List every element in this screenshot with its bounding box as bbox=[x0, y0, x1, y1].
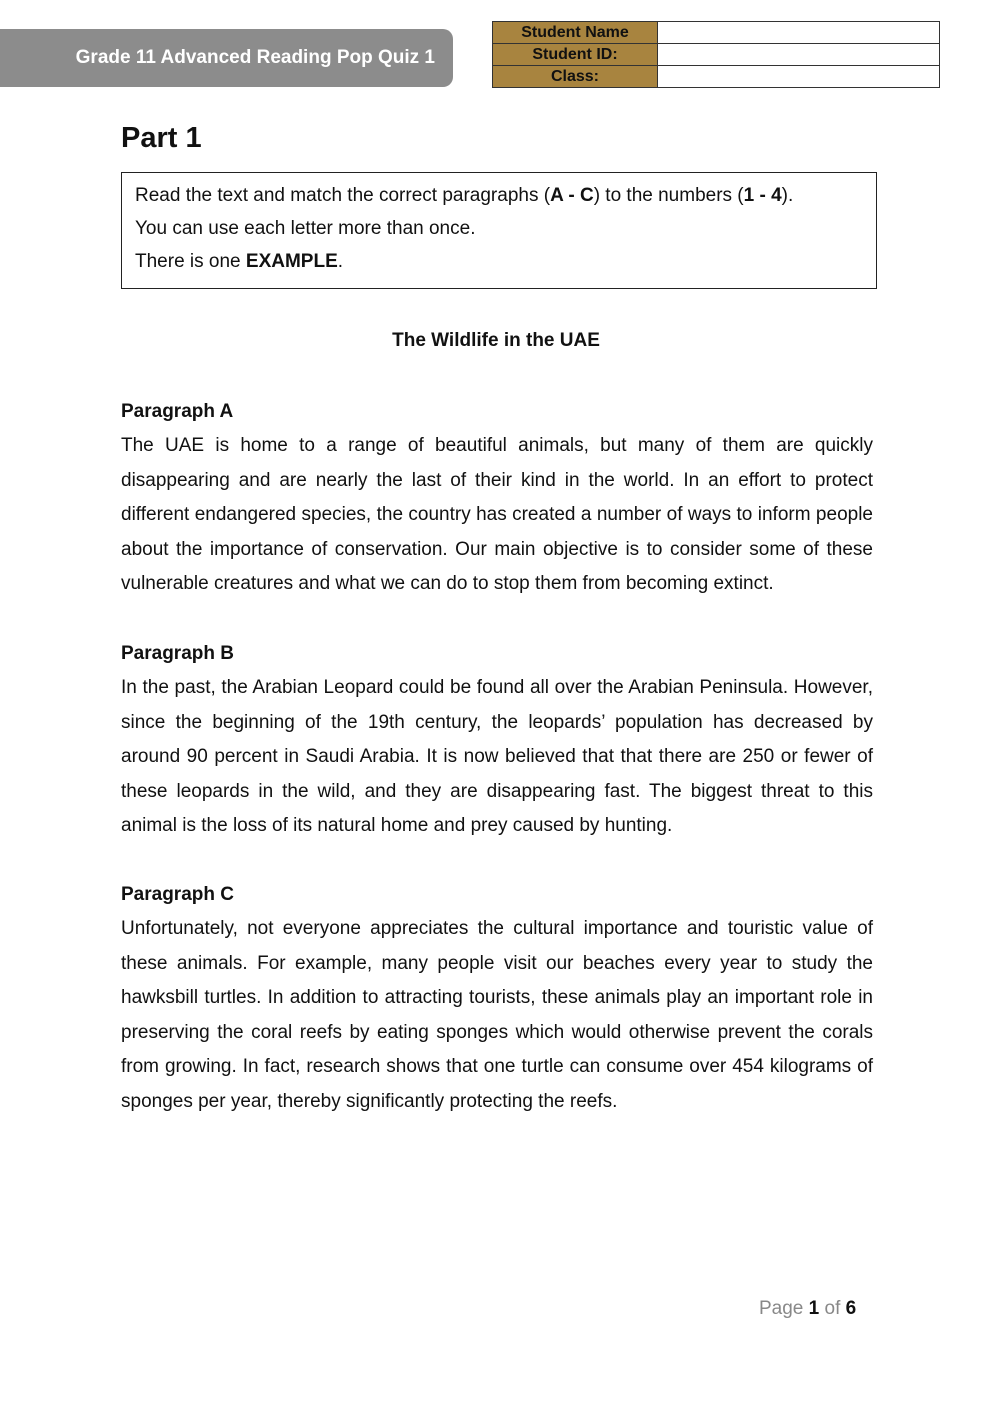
class-field[interactable] bbox=[658, 66, 940, 88]
paragraph-heading: Paragraph C bbox=[121, 884, 234, 905]
student-id-label: Student ID: bbox=[493, 44, 658, 66]
paragraph-a bbox=[121, 395, 873, 602]
part-title: Part 1 bbox=[121, 122, 202, 154]
instruction-line-3: There is one EXAMPLE. bbox=[135, 251, 344, 272]
paragraph-heading: Paragraph A bbox=[121, 401, 234, 422]
article-title: The Wildlife in the UAE bbox=[392, 330, 600, 351]
paragraph-b bbox=[121, 637, 873, 844]
instruction-line-2: You can use each letter more than once. bbox=[135, 218, 476, 239]
paragraph-text: The UAE is home to a range of beautiful animals, but many of them are quickly disappearing and are nearly the last of their kind in the world. In an effort to protect different endangered species, the country has created a number of ways to inform people about the importance of conservation. Our main objective is to consider some of these vulnerable creatures and what we can do to stop them from becoming extinct. bbox=[121, 435, 873, 594]
quiz-title-banner bbox=[0, 29, 453, 87]
student-name-label: Student Name bbox=[493, 22, 658, 44]
quiz-title: Grade 11 Advanced Reading Pop Quiz 1 bbox=[75, 47, 435, 68]
paragraph-c bbox=[121, 878, 873, 1119]
paragraph-text: Unfortunately, not everyone appreciates the cultural importance and touristic value of these animals. For example, many people visit our beaches every year to study the hawksbill turtles. In addition to attracting tourists, these animals play an important role in preserving the coral reefs by eating sponges which would otherwise prevent the corals from growing. In fact, research shows that one turtle can consume over 454 kilograms of sponges per year, thereby significantly protecting the reefs. bbox=[121, 918, 873, 1112]
instruction-line-1: Read the text and match the correct paragraphs (A - C) to the numbers (1 - 4). bbox=[135, 185, 794, 206]
paragraph-text: In the past, the Arabian Leopard could be found all over the Arabian Peninsula. However, since the beginning of the 19th century, the leopards’ population has decreased by around 90 percent in Saudi Arabia. It is now believed that that there are 250 or fewer of these leopards in the wild, and they are disappearing fast. The biggest threat to this animal is the loss of its natural home and prey caused by hunting. bbox=[121, 677, 873, 836]
student-id-field[interactable] bbox=[658, 44, 940, 66]
instructions-box bbox=[121, 172, 877, 289]
class-label: Class: bbox=[493, 66, 658, 88]
page-number: Page 1 of 6 bbox=[759, 1298, 857, 1319]
student-name-field[interactable] bbox=[658, 22, 940, 44]
paragraph-heading: Paragraph B bbox=[121, 643, 234, 664]
student-info-table bbox=[492, 21, 940, 88]
